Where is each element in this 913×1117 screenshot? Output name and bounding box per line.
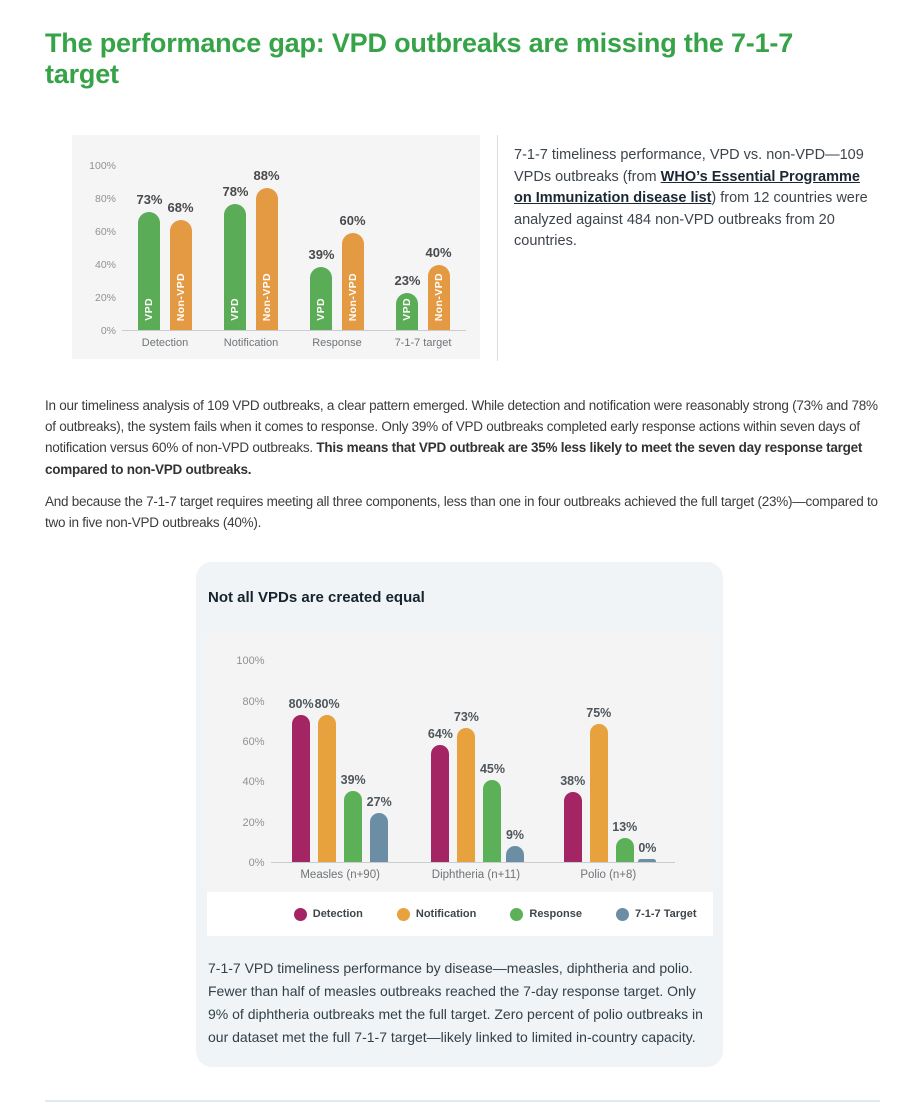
x-category-label: Polio (n+8) xyxy=(580,869,637,882)
bar-value-label: 78% xyxy=(222,183,249,199)
bar-column xyxy=(586,706,611,862)
bar-group xyxy=(308,166,366,349)
bar-group xyxy=(222,166,280,349)
bar-value-label: 39% xyxy=(308,246,335,262)
non-vpd-bar xyxy=(428,265,450,330)
detection-bar xyxy=(564,792,582,862)
response-bar xyxy=(483,780,501,863)
legend-item xyxy=(397,908,477,921)
bar-value-label: 9% xyxy=(505,827,525,842)
non-vpd-bar xyxy=(170,220,192,330)
y-axis-ticks xyxy=(207,632,265,892)
non-vpd-bar xyxy=(256,188,278,330)
notification-bar xyxy=(457,728,475,862)
bar-column xyxy=(480,762,505,863)
response-bar xyxy=(344,791,362,863)
bar-value-label: 40% xyxy=(425,245,452,261)
bar-value-label: 64% xyxy=(427,726,453,741)
y-tick-label: 80% xyxy=(242,695,265,708)
x-category-label: Response xyxy=(312,337,362,349)
bar-value-label: 73% xyxy=(136,191,163,207)
bar-column xyxy=(638,841,656,863)
figure-caption xyxy=(498,135,880,361)
bar-column xyxy=(426,245,452,330)
bar-value-label: 23% xyxy=(394,272,421,288)
7-1-7-target-bar xyxy=(506,846,524,863)
figure-caption-text: 7-1-7 timeliness performance, VPD vs. non-VPD—109 VPDs outbreaks (from xyxy=(514,147,864,185)
bar-column xyxy=(454,710,479,862)
bar-column xyxy=(315,697,340,862)
bar-group xyxy=(136,166,194,349)
who-epi-disease-list-link[interactable]: WHO’s Essential Programme on Immunization disease list xyxy=(514,168,860,206)
page-title: The performance gap: VPD outbreaks are missing the 7-1-7 target xyxy=(45,28,794,89)
chart-legend xyxy=(207,892,713,936)
y-tick-label: 60% xyxy=(94,226,116,238)
y-tick-label: 40% xyxy=(94,259,116,271)
card-title: Not all VPDs are created equal xyxy=(208,589,425,607)
chart-vpd-by-disease xyxy=(207,632,713,936)
legend-dot-icon xyxy=(294,908,307,921)
x-category-label: Detection xyxy=(141,337,189,349)
y-tick-label: 100% xyxy=(236,655,265,668)
bar-value-label: 13% xyxy=(612,820,638,835)
y-tick-label: 40% xyxy=(242,776,265,789)
bar-value-label: 68% xyxy=(167,200,194,216)
bar-series-label: Non-VPD xyxy=(432,272,445,321)
legend-item xyxy=(510,908,582,921)
y-tick-label: 0% xyxy=(248,857,265,870)
bar-column xyxy=(136,192,162,330)
x-category-label: 7-1-7 target xyxy=(394,337,452,349)
bar-value-label: 80% xyxy=(288,697,314,712)
bar-group xyxy=(427,661,525,882)
bar-column xyxy=(506,828,524,863)
vpd-bar xyxy=(224,204,246,330)
card-caption: 7-1-7 VPD timeliness performance by disease—measles, diphtheria and polio. Fewer than half of measles outbreaks reached the 7-day response target. Only 9% of diphtheria outbreaks met the full target. Zero percent of polio outbreaks in our dataset met the full 7-1-7 target—likely linked to limited in-country capacity. xyxy=(208,960,703,1046)
y-tick-label: 100% xyxy=(89,160,116,172)
bar-value-label: 38% xyxy=(560,774,586,789)
x-category-label: Notification xyxy=(223,337,279,349)
detection-bar xyxy=(431,745,449,863)
bar-series-label: VPD xyxy=(315,298,328,321)
bar-value-label: 80% xyxy=(314,697,340,712)
paragraph-analysis xyxy=(45,395,880,480)
bar-series-label: Non-VPD xyxy=(174,272,187,321)
notification-bar xyxy=(318,715,336,862)
bar-column xyxy=(289,697,314,862)
response-bar xyxy=(616,838,634,862)
legend-item xyxy=(294,908,363,921)
bar-column xyxy=(222,184,248,330)
bar-column xyxy=(254,168,280,330)
bar-value-label: 0% xyxy=(638,840,657,855)
legend-dot-icon xyxy=(510,908,523,921)
x-category-label: Diphtheria (n+11) xyxy=(431,869,521,882)
legend-label: Response xyxy=(529,908,582,921)
legend-label: Notification xyxy=(415,908,477,921)
bar-series-label: VPD xyxy=(401,298,414,321)
bar-series-label: Non-VPD xyxy=(346,272,359,321)
bar-column xyxy=(367,795,392,863)
figure-vpd-vs-nonvpd xyxy=(72,135,880,361)
y-tick-label: 0% xyxy=(100,325,116,337)
y-tick-label: 60% xyxy=(242,736,265,749)
y-tick-label: 80% xyxy=(94,193,116,205)
paragraph-target: And because the 7-1-7 target requires meeting all three components, less than one in four outbreaks achieved the full target (23%)—compared to two in five non-VPD outbreaks (40%). xyxy=(45,493,878,531)
bar-value-label: 27% xyxy=(366,794,392,809)
plot-area xyxy=(271,661,675,882)
bar-series-label: VPD xyxy=(143,298,156,321)
bar-column xyxy=(168,200,194,330)
bar-series-label: Non-VPD xyxy=(260,272,273,321)
chart-vpd-vs-nonvpd xyxy=(72,135,480,359)
bar-series-label: VPD xyxy=(229,298,242,321)
legend-label: Detection xyxy=(312,908,363,921)
legend-item xyxy=(616,908,697,921)
legend-label: 7-1-7 Target xyxy=(634,908,697,921)
bar-value-label: 60% xyxy=(339,212,366,228)
bar-value-label: 88% xyxy=(253,167,280,183)
plot-wrapper xyxy=(207,632,713,892)
y-tick-label: 20% xyxy=(94,292,116,304)
x-category-label: Measles (n+90) xyxy=(300,869,380,882)
bar-value-label: 45% xyxy=(479,761,505,776)
bar-value-label: 75% xyxy=(586,706,612,721)
bar-value-label: 73% xyxy=(453,710,479,725)
detection-bar xyxy=(292,715,310,862)
bar-group xyxy=(394,166,452,349)
bar-column xyxy=(341,773,366,863)
figure-caption-text: ) from 12 countries were analyzed against 484 non-VPD outbreaks from 20 countries. xyxy=(514,190,868,249)
bar-column xyxy=(308,247,334,330)
y-axis-ticks xyxy=(72,135,116,359)
paragraph-text: In our timeliness analysis of 109 VPD outbreaks, a clear pattern emerged. While detection and notification were reasonably strong (73% and 78% of outbreaks), the system fails when it comes to response. Only 39% of VPD outbreaks completed early response actions within seven days of notification versus 60% of non-VPD outbreaks. xyxy=(45,398,878,456)
bar-group xyxy=(288,661,392,882)
bar-column xyxy=(612,820,637,862)
vpd-bar xyxy=(396,293,418,330)
bar-column xyxy=(340,213,366,330)
vpd-by-disease-card xyxy=(196,562,723,1067)
bar-column xyxy=(394,273,420,330)
bar-column xyxy=(560,774,585,862)
y-tick-label: 20% xyxy=(242,816,265,829)
7-1-7-target-bar xyxy=(638,859,656,863)
vpd-bar xyxy=(138,212,160,330)
notification-bar xyxy=(590,724,608,862)
section-divider xyxy=(45,1100,880,1102)
legend-dot-icon xyxy=(616,908,629,921)
7-1-7-target-bar xyxy=(370,813,388,863)
paragraph-bold-text: This means that VPD outbreak are 35% less likely to meet the seven day response target compared to non-VPD outbreaks. xyxy=(45,440,863,477)
vpd-bar xyxy=(310,267,332,330)
bar-column xyxy=(428,727,453,863)
bar-value-label: 39% xyxy=(340,772,366,787)
non-vpd-bar xyxy=(342,233,364,330)
legend-dot-icon xyxy=(397,908,410,921)
bar-group xyxy=(560,661,657,882)
plot-area xyxy=(122,166,466,349)
